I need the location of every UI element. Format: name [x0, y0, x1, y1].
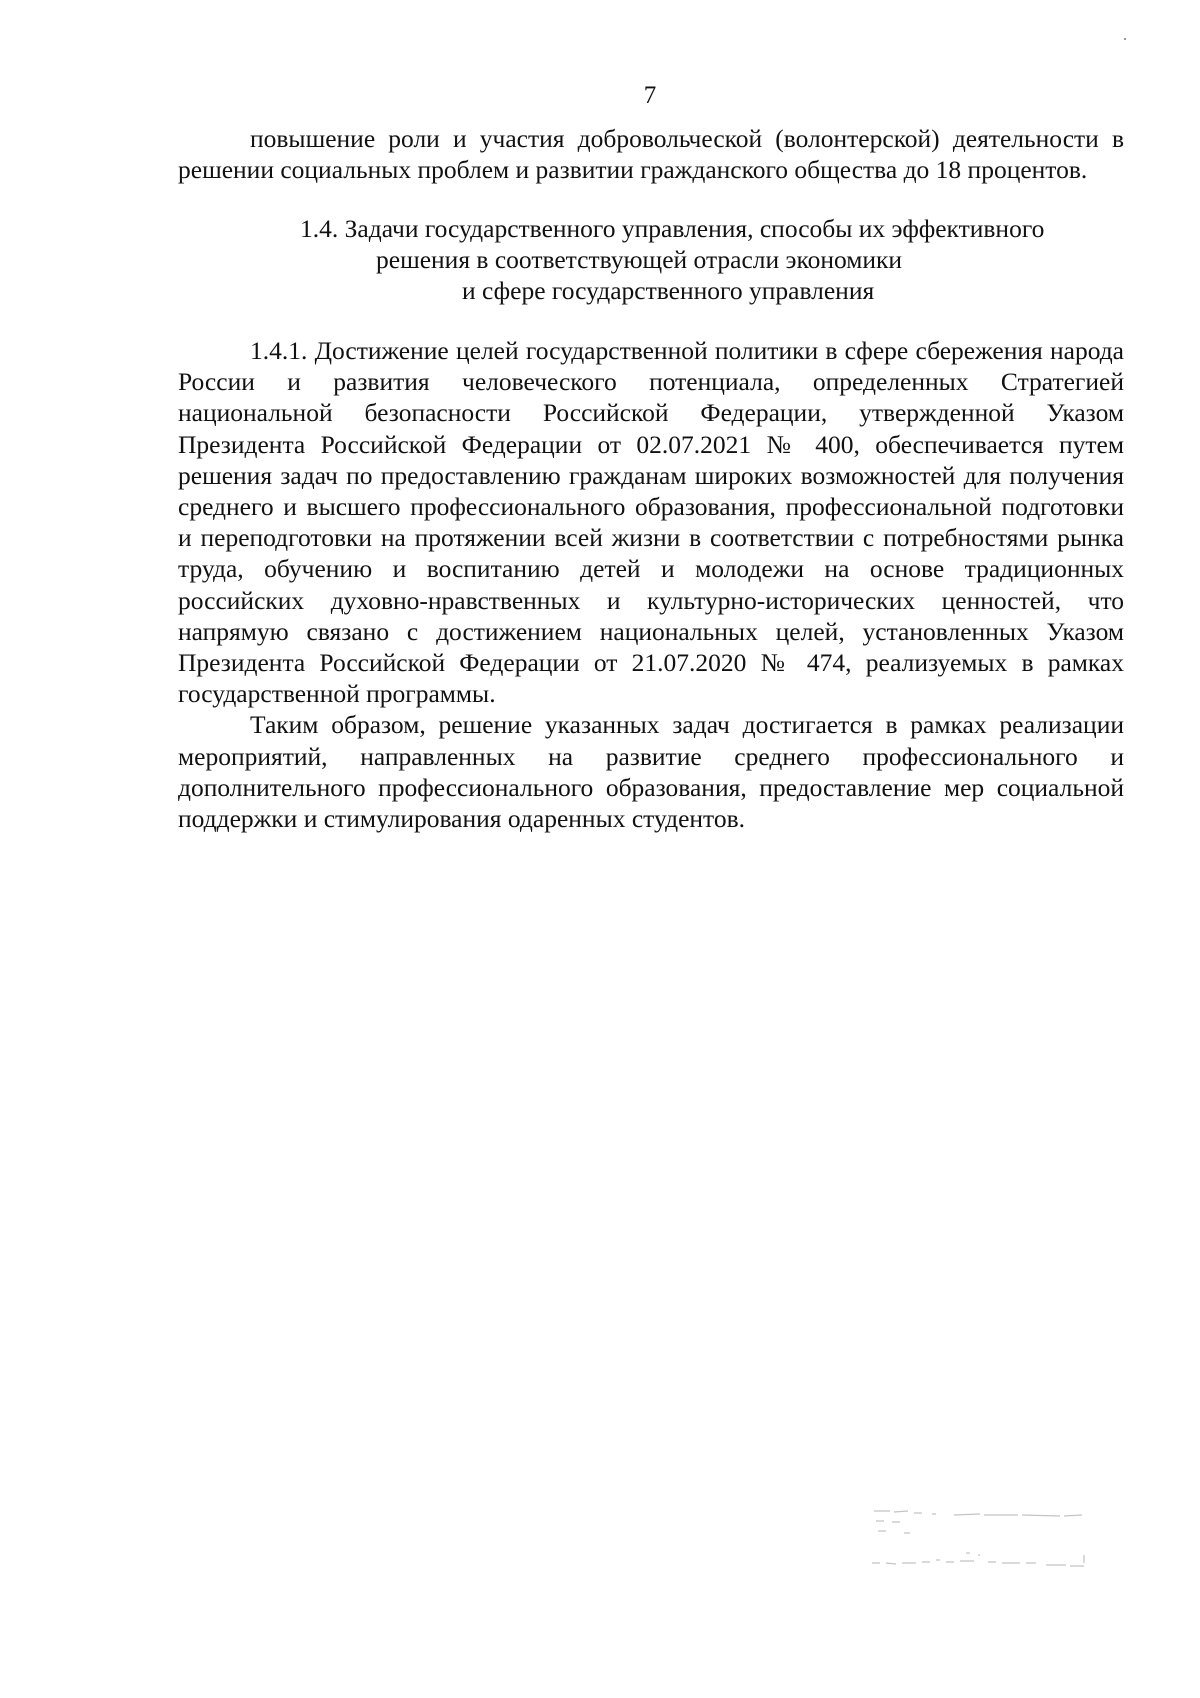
paragraph-1-4-1: 1.4.1. Достижение целей государственной политики в сфере сбережения народа России и развития человеческого потенциала, определенных Стратегией национальной безопасности Российской Федерации, утвержденной Указом Президента Российской Федерации от 02.07.2021 № 400, обеспечивается путем решения задач по предоставлению гражданам широких возможностей для получения среднего и высшего профессионального образования, профессиональной подготовки и переподготовки на протяжении всей жизни в соответствии с потребностями рынка труда, обучению и воспитанию детей и молодежи на основе традиционных российских духовно-нравственных и культурно-исторических ценностей, что напрямую связано с достижением национальных целей, установленных Указом Президента Российской Федерации от 21.07.2020 № 474, реализуемых в рамках государственной программы. [178, 336, 1124, 709]
page-number: 7 [643, 82, 657, 109]
body-text [178, 335, 1124, 834]
paragraph-conclusion: Таким образом, решение указанных задач достигается в рамках реализации мероприятий, направленных на развитие среднего профессионального и дополнительного профессионального образования, предоставление мер социальной поддержки и стимулирования одаренных студентов. [178, 710, 1124, 834]
intro-paragraph-block [178, 123, 1124, 185]
section-heading-line-1: 1.4. Задачи государственного управления, способы их эффективного [300, 214, 1045, 243]
section-heading-line-3: и сфере государственного управления [462, 276, 875, 306]
scan-speck [1124, 38, 1126, 40]
section-heading [178, 213, 1124, 307]
section-heading-line-2: решения в соответствующей отрасли экономики [376, 245, 903, 275]
faint-stamp-marks [870, 1505, 1090, 1585]
intro-paragraph: повышение роли и участия добровольческой (волонтерской) деятельности в решении социальных проблем и развитии гражданского общества до 18 процентов. [178, 124, 1124, 185]
